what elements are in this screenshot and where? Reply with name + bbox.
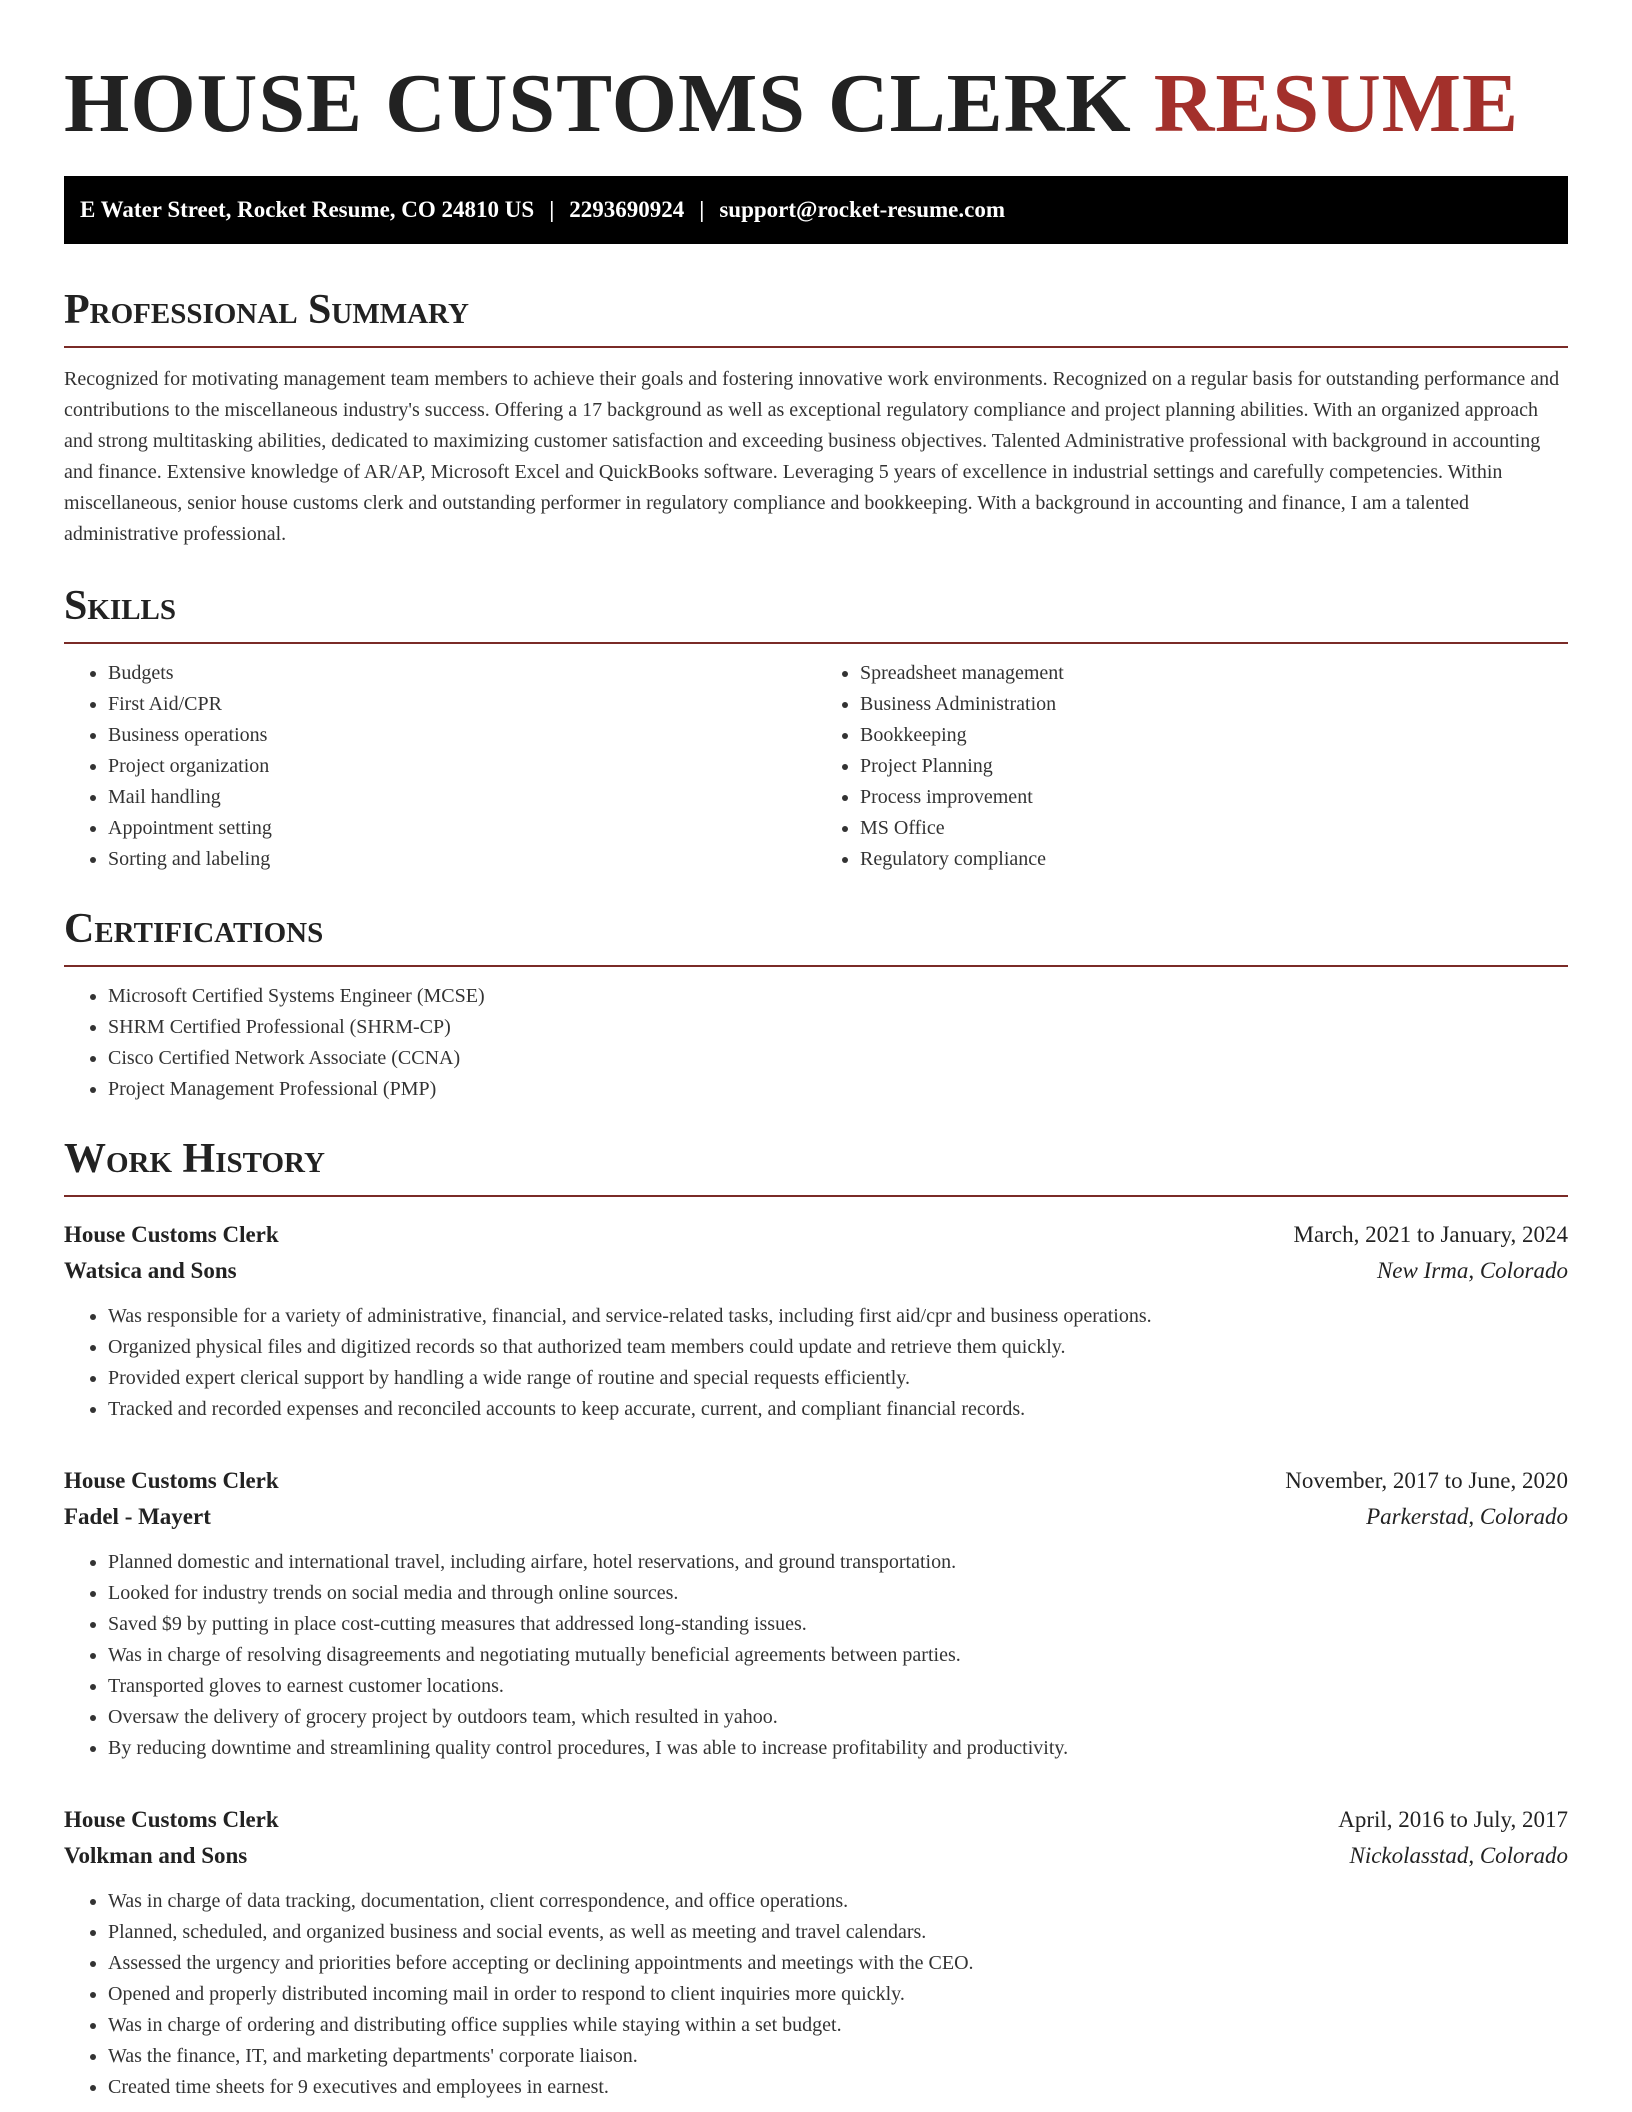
skill-item: • Process improvement [860, 782, 1568, 813]
job-company: Fadel - Mayert [64, 1504, 211, 1529]
certification-item: • SHRM Certified Professional (SHRM-CP) [108, 1012, 1568, 1043]
job-duty: • Looked for industry trends on social media and through online sources. [108, 1578, 1568, 1609]
title-main: HOUSE CUSTOMS CLERK [64, 57, 1132, 150]
skill-item: • Regulatory compliance [860, 844, 1568, 875]
job-dates: November, 2017 to June, 2020 [1285, 1468, 1568, 1493]
job-duty: • Tracked and recorded expenses and reconciled accounts to keep accurate, current, and compliant financial records. [108, 1394, 1568, 1425]
job-duty: • Organized physical files and digitized records so that authorized team members could update and retrieve them quickly. [108, 1332, 1568, 1363]
work-history-section [64, 1135, 1568, 2103]
job-duties-list [64, 1547, 1568, 1764]
job-duty: • By reducing downtime and streamlining quality control procedures, I was able to increase profitability and productivity. [108, 1733, 1568, 1764]
job-header-row [64, 1217, 1568, 1253]
job-duty: • Provided expert clerical support by handling a wide range of routine and special requests efficiently. [108, 1363, 1568, 1394]
contact-separator: | [699, 197, 705, 222]
contact-address: E Water Street, Rocket Resume, CO 24810 US [80, 197, 535, 222]
job-duty: • Opened and properly distributed incoming mail in order to respond to client inquiries more quickly. [108, 1979, 1568, 2010]
job-entry [64, 1802, 1568, 2103]
job-company: Volkman and Sons [64, 1843, 248, 1868]
certifications-section [64, 905, 1568, 1105]
summary-text: Recognized for motivating management team members to achieve their goals and fostering innovative work environments. Recognized on a regular basis for outstanding performance and contributions to the miscellaneous industry's success. Offering a 17 background as well as exceptional regulatory compliance and project planning abilities. With an organized approach and strong multitasking abilities, dedicated to maximizing customer satisfaction and exceeding business objectives. Talented Administrative professional with background in accounting and finance. Extensive knowledge of AR/AP, Microsoft Excel and QuickBooks software. Leveraging 5 years of excellence in industrial settings and carefully competencies. Within miscellaneous, senior house customs clerk and outstanding performer in regulatory compliance and bookkeeping. With a background in accounting and finance, I am a talented administrative professional. [64, 368, 1560, 545]
job-duty: • Was responsible for a variety of administrative, financial, and service-related tasks, including first aid/cpr and business operations. [108, 1301, 1568, 1332]
skill-item: • Business operations [108, 720, 816, 751]
skill-item: • Project Planning [860, 751, 1568, 782]
job-duty: • Created time sheets for 9 executives and employees in earnest. [108, 2072, 1568, 2103]
job-duty: • Planned domestic and international travel, including airfare, hotel reservations, and ground transportation. [108, 1547, 1568, 1578]
skill-item: • Sorting and labeling [108, 844, 816, 875]
job-duty: • Was in charge of ordering and distributing office supplies while staying within a set budget. [108, 2010, 1568, 2041]
certifications-list [64, 981, 1568, 1105]
skills-heading: Skills [64, 582, 1568, 644]
job-duty: • Assessed the urgency and priorities before accepting or declining appointments and meetings with the CEO. [108, 1948, 1568, 1979]
job-entry [64, 1217, 1568, 1425]
job-location: Parkerstad, Colorado [1366, 1504, 1568, 1529]
resume-page [64, 58, 1568, 2103]
job-entry [64, 1463, 1568, 1764]
job-company-row [64, 1499, 1568, 1535]
certification-item: • Microsoft Certified Systems Engineer (MCSE) [108, 981, 1568, 1012]
job-duty: • Was the finance, IT, and marketing departments' corporate liaison. [108, 2041, 1568, 2072]
professional-summary-section [64, 286, 1568, 550]
job-header-row [64, 1463, 1568, 1499]
job-duty: • Was in charge of resolving disagreements and negotiating mutually beneficial agreements between parties. [108, 1640, 1568, 1671]
job-duty: • Oversaw the delivery of grocery project by outdoors team, which resulted in yahoo. [108, 1702, 1568, 1733]
skill-item: • Bookkeeping [860, 720, 1568, 751]
job-duty: • Was in charge of data tracking, documentation, client correspondence, and office operations. [108, 1886, 1568, 1917]
skills-list-right [816, 658, 1568, 875]
contact-email: support@rocket-resume.com [719, 197, 1005, 222]
skill-item: • Project organization [108, 751, 816, 782]
skill-item: • Appointment setting [108, 813, 816, 844]
job-duties-list [64, 1301, 1568, 1425]
work-history-heading: Work History [64, 1135, 1568, 1197]
skill-item: • Budgets [108, 658, 816, 689]
certifications-heading: Certifications [64, 905, 1568, 967]
job-title: House Customs Clerk [64, 1807, 279, 1832]
skill-item: • First Aid/CPR [108, 689, 816, 720]
skill-item: • MS Office [860, 813, 1568, 844]
certification-item: • Cisco Certified Network Associate (CCNA) [108, 1043, 1568, 1074]
skill-item: • Mail handling [108, 782, 816, 813]
contact-separator: | [549, 197, 555, 222]
job-title: House Customs Clerk [64, 1468, 279, 1493]
job-title: House Customs Clerk [64, 1222, 279, 1247]
skills-list-left [64, 658, 816, 875]
job-dates: April, 2016 to July, 2017 [1338, 1807, 1568, 1832]
certification-item: • Project Management Professional (PMP) [108, 1074, 1568, 1105]
skill-item: • Business Administration [860, 689, 1568, 720]
job-duty: • Transported gloves to earnest customer locations. [108, 1671, 1568, 1702]
contact-phone: 2293690924 [569, 197, 685, 222]
job-location: New Irma, Colorado [1376, 1258, 1568, 1283]
job-location: Nickolasstad, Colorado [1349, 1843, 1568, 1868]
job-header-row [64, 1802, 1568, 1838]
summary-heading: Professional Summary [64, 286, 1568, 348]
title-accent: RESUME [1153, 57, 1520, 150]
job-duty: • Planned, scheduled, and organized business and social events, as well as meeting and travel calendars. [108, 1917, 1568, 1948]
job-duty: • Saved $9 by putting in place cost-cutting measures that addressed long-standing issues. [108, 1609, 1568, 1640]
job-company: Watsica and Sons [64, 1258, 237, 1283]
job-company-row [64, 1838, 1568, 1874]
job-dates: March, 2021 to January, 2024 [1293, 1222, 1568, 1247]
skills-grid [64, 644, 1568, 875]
skills-section [64, 582, 1568, 875]
job-duties-list [64, 1886, 1568, 2103]
job-company-row [64, 1253, 1568, 1289]
skill-item: • Spreadsheet management [860, 658, 1568, 689]
contact-bar [64, 176, 1568, 244]
resume-title [64, 58, 1568, 150]
